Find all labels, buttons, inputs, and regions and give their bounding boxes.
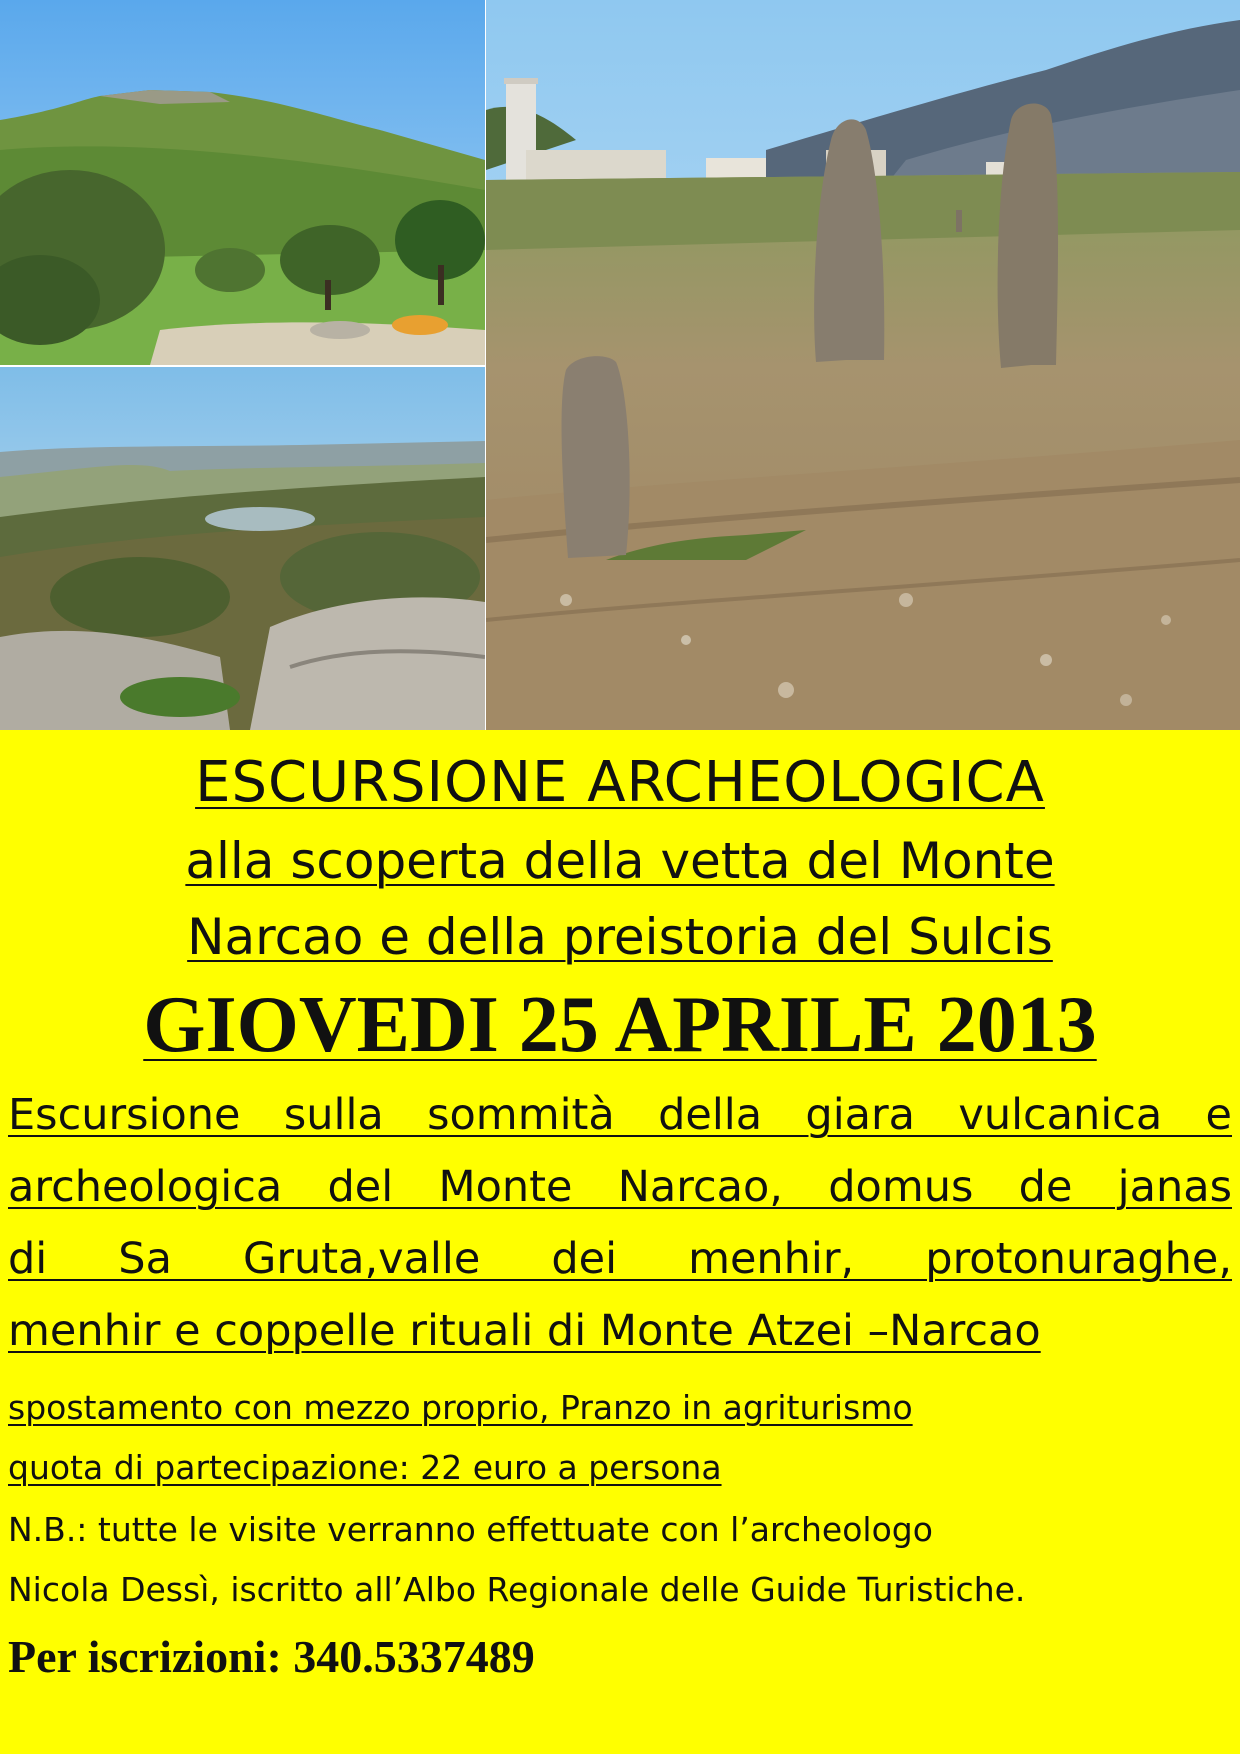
- note-line-2: Nicola Dessì, iscritto all’Albo Regionale delle Guide Turistiche.: [8, 1570, 1026, 1609]
- info-panel: [0, 730, 1240, 1754]
- description-line-4: menhir e coppelle rituali di Monte Atzei –Narcao: [8, 1306, 1041, 1356]
- panorama-photo: [0, 367, 485, 730]
- travel-info: spostamento con mezzo proprio, Pranzo in agriturismo: [8, 1388, 913, 1427]
- note-line-1: N.B.: tutte le visite verranno effettuate con l’archeologo: [8, 1510, 933, 1549]
- description-line-1: Escursione sulla sommità della giara vulcanica e: [8, 1090, 1232, 1140]
- description-line-3: di Sa Gruta,valle dei menhir, protonuraghe,: [8, 1234, 1232, 1284]
- participation-fee: quota di partecipazione: 22 euro a persona: [8, 1448, 722, 1487]
- registration-contact: Per iscrizioni: 340.5337489: [8, 1631, 535, 1682]
- description-line-2: archeologica del Monte Narcao, domus de janas: [8, 1162, 1232, 1212]
- hill-photo: [0, 0, 485, 365]
- event-date: GIOVEDI 25 APRILE 2013: [143, 981, 1097, 1069]
- subtitle-line-2: Narcao e della preistoria del Sulcis: [187, 908, 1053, 966]
- menhirs-photo: [486, 0, 1240, 730]
- title: ESCURSIONE ARCHEOLOGICA: [195, 750, 1045, 815]
- subtitle-line-1: alla scoperta della vetta del Monte: [185, 832, 1055, 890]
